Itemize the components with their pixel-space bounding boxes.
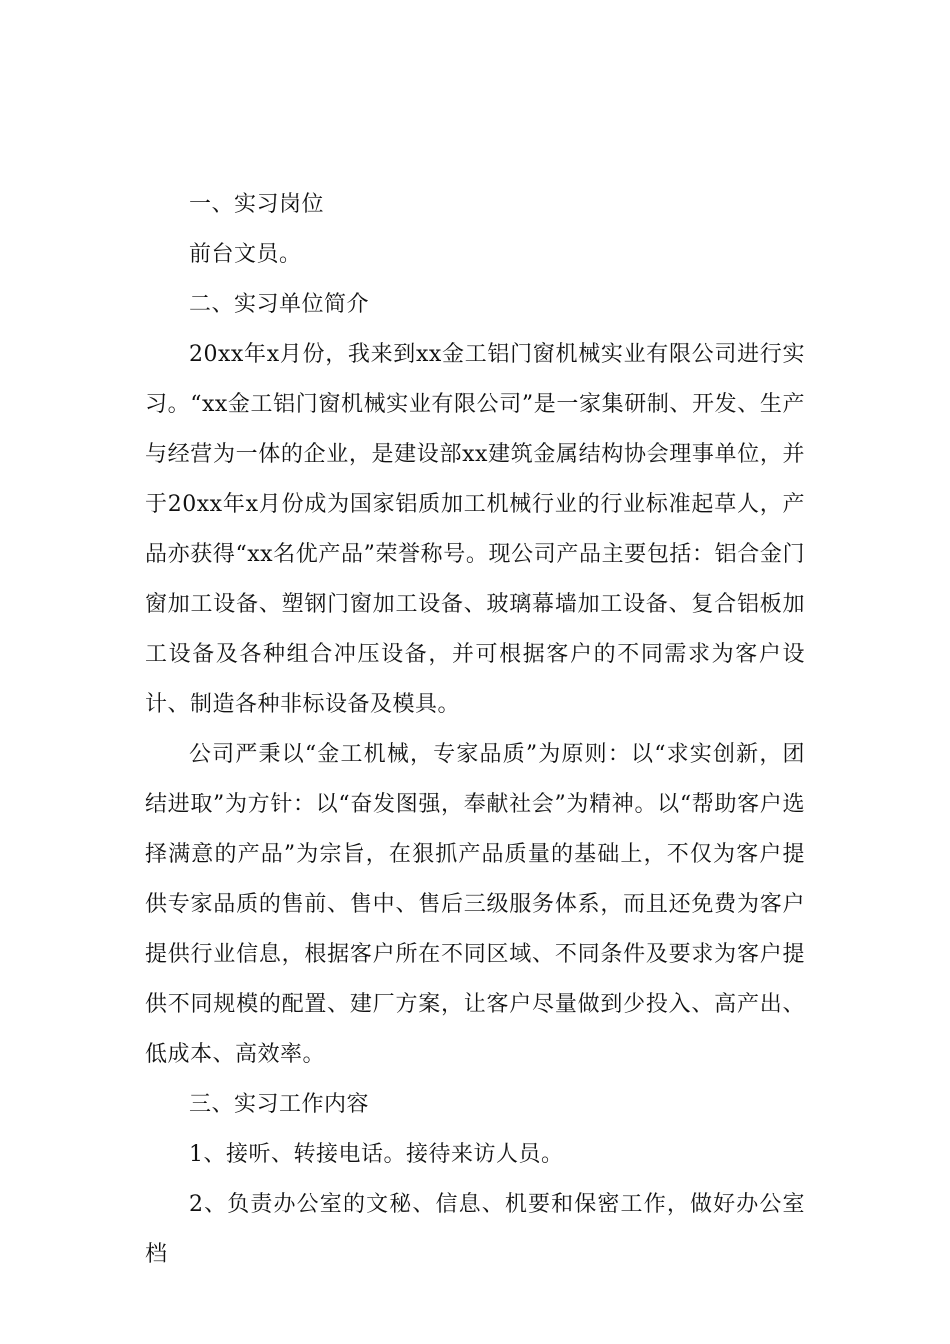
document-body: [145, 180, 805, 1280]
heading-company-intro: 二、实习单位简介: [189, 292, 370, 317]
paragraph-company-principles: 公司严秉以“金工机械，专家品质”为原则：以“求实创新，团结进取”为方针：以“奋发图强，奉献社会”为精神。以“帮助客户选择满意的产品”为宗旨，在狠抓产品质量的基础上，不仅为客户提供专家品质的售前、售中、售后三级服务体系，而且还免费为客户提供行业信息，根据客户所在不同区域、不同条件及要求为客户提供不同规模的配置、建厂方案，让客户尽量做到少投入、高产出、低成本、高效率。: [145, 742, 805, 1067]
list-item-1: 1、接听、转接电话。接待来访人员。: [189, 1142, 564, 1167]
paragraph-position-text: 前台文员。: [189, 242, 302, 267]
list-item-2: 2、负责办公室的文秘、信息、机要和保密工作，做好办公室档: [145, 1192, 805, 1267]
heading-work-content: 三、实习工作内容: [189, 1092, 370, 1117]
paragraph-company-intro: 20xx年x月份，我来到xx金工铝门窗机械实业有限公司进行实习。“xx金工铝门窗机械实业有限公司”是一家集研制、开发、生产与经营为一体的企业，是建设部xx建筑金属结构协会理事单位，并于20xx年x月份成为国家铝质加工机械行业的行业标准起草人，产品亦获得“xx名优产品”荣誉称号。现公司产品主要包括：铝合金门窗加工设备、塑钢门窗加工设备、玻璃幕墙加工设备、复合铝板加工设备及各种组合冲压设备，并可根据客户的不同需求为客户设计、制造各种非标设备及模具。: [145, 342, 805, 717]
heading-internship-position: 一、实习岗位: [189, 192, 325, 217]
